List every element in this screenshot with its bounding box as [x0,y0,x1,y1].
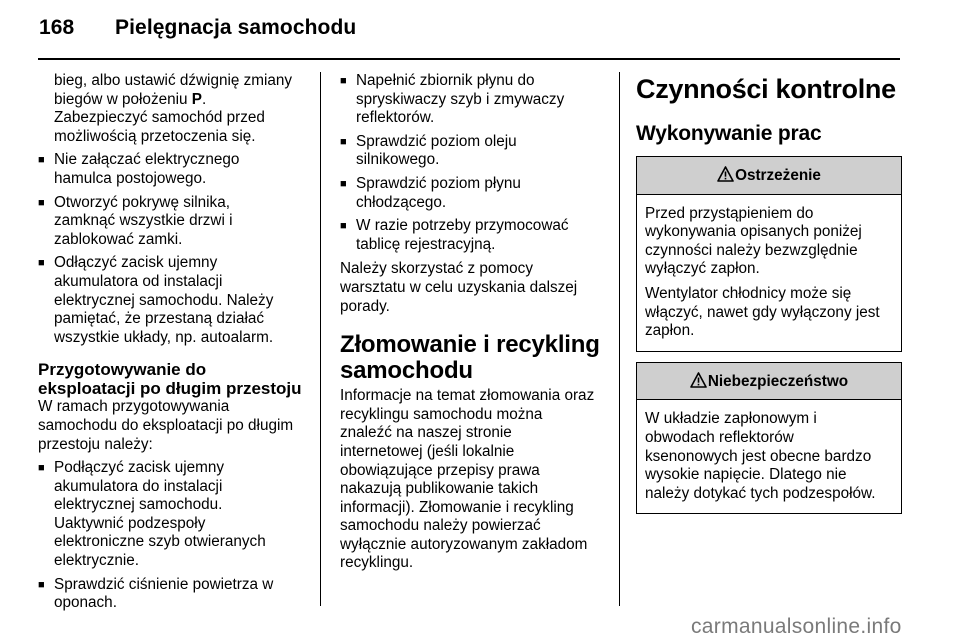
section-heading [340,332,610,384]
text-line: Informacje na temat złomowania oraz [340,387,595,405]
text-line: zapłon. [645,322,695,340]
warning-box-body [637,195,901,351]
text-line: wyłącznie autoryzowanym zakładom [340,535,588,553]
advice-paragraph [340,260,610,316]
text-line: Odłączyć zacisk ujemny [54,254,218,272]
text-line: W razie potrzeby przymocować [356,217,569,235]
text-line: elektrycznej samochodu. [54,496,223,514]
text-line: zablokować zamki. [54,230,183,248]
square-bullet-icon: ■ [38,257,45,270]
warning-triangle-icon [690,372,707,388]
continued-bullet-text [54,72,308,146]
square-bullet-icon: ■ [340,75,347,87]
danger-paragraph [645,410,893,503]
text-line: możliwością przetoczenia się. [54,127,256,145]
warning-paragraph [645,285,893,341]
column-divider-2 [619,72,620,606]
text-line: Nie załączać elektrycznego [54,151,240,169]
page-number: 168 [39,16,75,39]
text-line: czynności należy bezwzględnie [645,241,858,259]
text-line: elektroniczne szyb otwieranych [54,533,266,551]
text-line: Przygotowywanie do [38,360,207,380]
text-line: Wentylator chłodnicy może się [645,284,852,302]
bullet-item [340,217,610,254]
text-line: informacji). Złomowanie i recykling [340,498,574,516]
square-bullet-icon: ■ [340,220,347,233]
text-line: wyłączyć zapłon. [645,260,760,278]
text-line: nakazują publikowanie takich [340,480,539,498]
column-divider-1 [320,72,321,606]
text-line: Zabezpieczyć samochód przed [54,109,265,127]
watermark: carmanualsonline.info [691,615,902,638]
text-line: bieg, albo ustawić dźwignię zmiany [54,72,293,89]
text-line: włączyć, nawet gdy wyłączony jest [645,303,880,321]
text-line: obowiązujące przepisy prawa [340,461,540,479]
square-bullet-icon: ■ [38,196,45,209]
bullet-item [38,151,308,188]
header-divider [38,58,900,60]
column-left [38,72,308,613]
text-line: recyklingu samochodu można [340,405,543,423]
text-line: Podłączyć zacisk ujemny [54,459,225,477]
text-line: należy dotykać tych podzespołów. [645,484,876,502]
text-line: chłodzącego. [356,193,447,211]
bullet-item [340,175,610,212]
text-line: Należy skorzystać z pomocy [340,260,533,278]
text-line: pamiętać, że przestaną działać [54,310,265,328]
text-line: Sprawdzić poziom płynu [356,174,521,192]
text-line: internetowej (jeśli lokalnie [340,442,515,460]
bullet-item [38,459,308,571]
text-line: elektrycznie. [54,552,140,570]
danger-label: Niebezpieczeństwo [707,372,849,390]
danger-box [636,362,902,515]
section-subheading: Wykonywanie prac [636,122,822,145]
text-line: akumulatora do instalacji [54,477,223,495]
square-bullet-icon: ■ [340,135,347,148]
warning-box [636,156,902,352]
warning-triangle-icon [717,166,734,182]
danger-box-body [637,400,901,513]
recycling-paragraph [340,387,610,573]
warning-box-header [637,157,901,195]
page-header [39,16,356,40]
text-line: reflektorów. [356,109,435,127]
text-line: porady. [340,297,390,315]
text-line: W ramach przygotowywania [38,398,230,416]
danger-box-header [637,363,901,401]
chapter-heading: Czynności kontrolne [636,74,896,104]
text-line: przestoju należy: [38,435,153,453]
warning-paragraph [645,205,893,279]
text-line: elektrycznej samochodu. Należy [54,291,274,309]
text-line: samochodu należy powierzać [340,517,541,535]
bullet-item [38,576,308,613]
bullet-item [340,72,610,128]
text-line: samochodu [340,357,473,385]
text-line: W układzie zapłonowym i [645,410,817,428]
text-line: samochodu do eksploatacji po długim [38,416,294,434]
text-line: Sprawdzić poziom oleju [356,132,517,150]
text-line: akumulatora od instalacji [54,272,223,290]
square-bullet-icon: ■ [38,462,45,475]
intro-paragraph [38,398,308,454]
text-line: recyklingu. [340,554,414,572]
text-line: Sprawdzić ciśnienie powietrza w [54,575,274,593]
bullet-item [340,133,610,170]
text-line: Złomowanie i recykling [340,331,600,359]
text-line: eksploatacji po długim przestoju [38,379,302,399]
text-line: biegów w położeniu P. [54,90,207,108]
text-line: Napełnić zbiornik płynu do [356,72,535,89]
text-line: znaleźć na naszej stronie [340,424,512,442]
gear-position-p: P [191,90,202,108]
text-line: silnikowego. [356,151,440,169]
text-line: hamulca postojowego. [54,169,207,187]
text-line: zamknąć wszystkie drzwi i [54,212,233,230]
text-line: wysokie napięcie. Dlatego nie [645,466,847,484]
text-line: Otworzyć pokrywę silnika, [54,193,230,211]
column-right [636,72,902,514]
warning-label: Ostrzeżenie [735,167,821,184]
page-title: Pielęgnacja samochodu [115,16,357,39]
square-bullet-icon: ■ [38,578,45,591]
text-line: obwodach reflektorów [645,428,794,446]
text-line: warsztatu w celu uzyskania dalszej [340,278,578,296]
text-line: oponach. [54,594,117,612]
square-bullet-icon: ■ [340,177,347,190]
section-subheading [38,360,308,398]
text-line: spryskiwaczy szyb i zmywaczy [356,90,565,108]
text-line: wykonywania opisanych poniżej [645,223,862,241]
bullet-item [38,254,308,347]
square-bullet-icon: ■ [38,154,45,167]
text-line: ksenonowych jest obecne bardzo [645,447,872,465]
column-middle [340,72,610,573]
bullet-item [38,194,308,250]
text-line: Przed przystąpieniem do [645,204,814,222]
text-line: wszystkie układy, np. autoalarm. [54,328,274,346]
text-line: tablicę rejestracyjną. [356,235,496,253]
text-line: Uaktywnić podzespoły [54,514,206,532]
